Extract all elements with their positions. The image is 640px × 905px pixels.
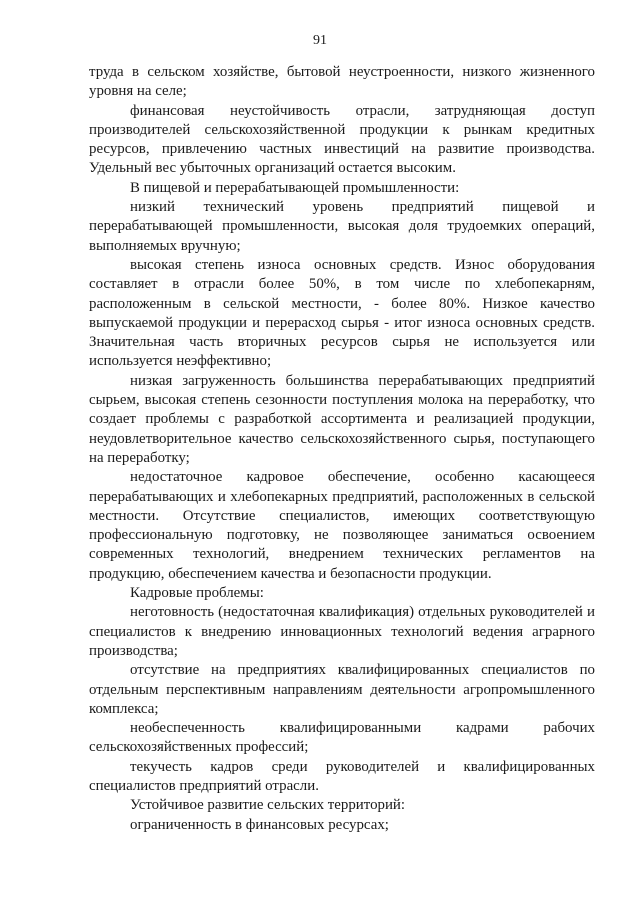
paragraph: Кадровые проблемы: <box>130 585 264 602</box>
paragraph: неготовность (недостаточная квалификация) отдельных руководителей и специалистов к внедрению инновационных технологий ведения аграрного производства; <box>89 604 595 659</box>
paragraph: ограниченность в финансовых ресурсах; <box>130 816 389 833</box>
paragraph: Устойчивое развитие сельских территорий: <box>130 797 406 814</box>
paragraph: недостаточное кадровое обеспечение, особенно касающееся перерабатывающих и хлебопекарных предприятий, расположенных в сельской местности. Отсутствие специалистов, имеющих соответствующую профессиональную подготовку, не позволяющее заниматься освоением современных технологий, внедрением технических регламентов на продукцию, обеспечением качества и безопасности продукции. <box>89 469 595 582</box>
paragraph: финансовая неустойчивость отрасли, затрудняющая доступ производителей сельскохозяйственной продукции к рынкам кредитных ресурсов, привлечению частных инвестиций на развитие производства. Удельный вес убыточных организаций остается высоким. <box>89 102 595 177</box>
paragraph: В пищевой и перерабатывающей промышленности: <box>130 179 460 196</box>
page-number: 91 <box>313 33 327 48</box>
paragraph: низкая загруженность большинства перерабатывающих предприятий сырьем, высокая степень сезонности поступления молока на переработку, что создает проблемы с разработкой ассортимента и реализацией продукции, неудовлетворительное качество сельскохозяйственного сырья, поступающего на переработку; <box>89 372 595 466</box>
paragraph: высокая степень износа основных средств. Износ оборудования составляет в отрасли более 50%, в том числе по хлебопекарням, расположенным в сельской местности, - более 80%. Низкое качество выпускаемой продукции и перерасход сырья - итог износа основных средств. Значительная часть вторичных ресурсов сырья не используется или используется неэффективно; <box>89 256 595 370</box>
paragraph: текучесть кадров среди руководителей и квалифицированных специалистов предприятий отрасли. <box>89 758 595 794</box>
paragraph: низкий технический уровень предприятий пищевой и перерабатывающей промышленности, высокая доля трудоемких операций, выполняемых вручную; <box>89 199 595 254</box>
paragraph: отсутствие на предприятиях квалифицированных специалистов по отдельным перспективным направлениям деятельности агропромышленного комплекса; <box>89 662 595 717</box>
paragraph: необеспеченность квалифицированными кадрами рабочих сельскохозяйственных профессий; <box>89 720 595 756</box>
document-body <box>89 63 595 835</box>
paragraph: труда в сельском хозяйстве, бытовой неустроенности, низкого жизненного уровня на селе; <box>89 64 595 100</box>
